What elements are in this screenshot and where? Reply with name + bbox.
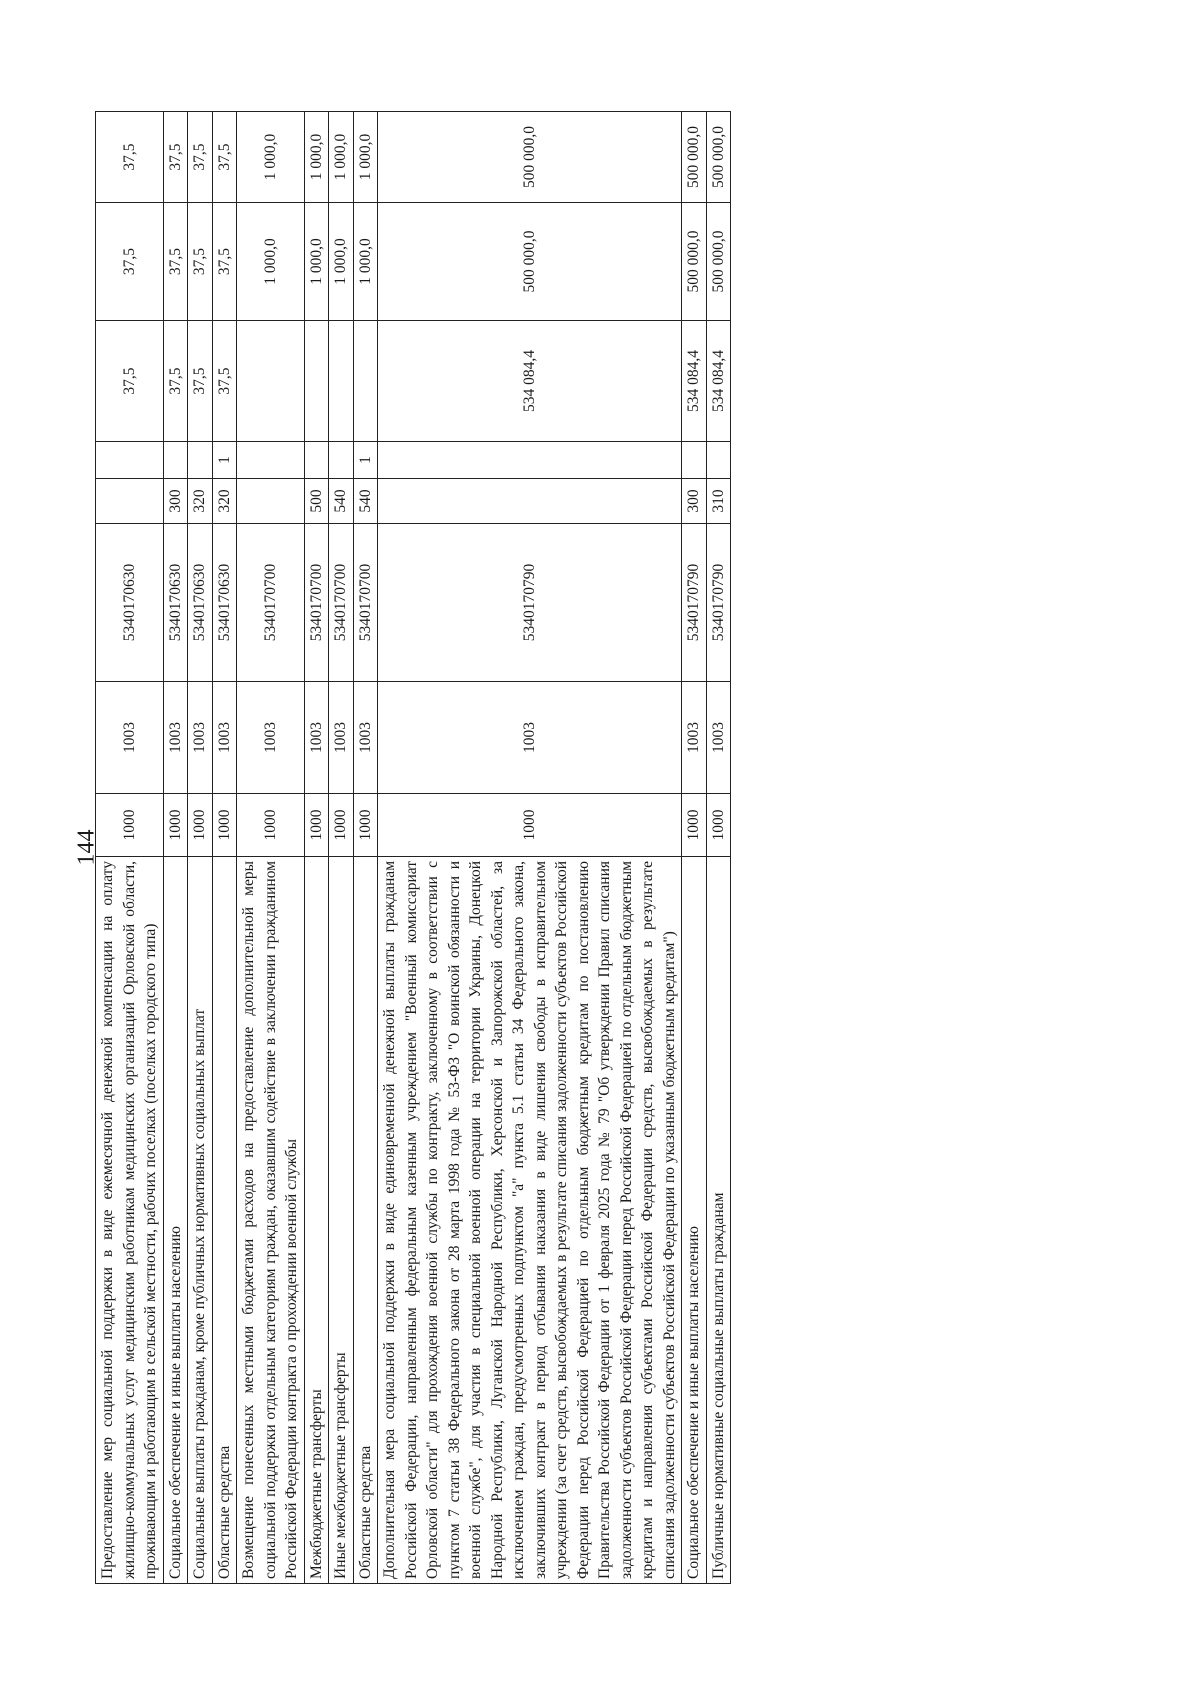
amount-year-1-cell: 37,5 bbox=[96, 321, 164, 442]
expense-type-cell: 320 bbox=[212, 479, 237, 524]
amount-year-2-cell: 500 000,0 bbox=[706, 203, 731, 321]
table-row bbox=[304, 112, 329, 1584]
subsection-code-cell: 1003 bbox=[212, 682, 237, 794]
target-article-cell: 5340170700 bbox=[329, 524, 354, 682]
expense-name-cell: Иные межбюджетные трансферты bbox=[329, 857, 354, 1584]
target-article-cell: 5340170630 bbox=[212, 524, 237, 682]
funding-source-cell: 1 bbox=[212, 442, 237, 479]
target-article-cell: 5340170700 bbox=[353, 524, 378, 682]
subsection-code-cell: 1003 bbox=[706, 682, 731, 794]
amount-year-3-cell: 37,5 bbox=[188, 112, 213, 203]
subsection-code-cell: 1003 bbox=[237, 682, 305, 794]
subsection-code-cell: 1003 bbox=[353, 682, 378, 794]
expense-type-cell: 500 bbox=[304, 479, 329, 524]
section-code-cell: 1000 bbox=[682, 794, 707, 857]
subsection-code-cell: 1003 bbox=[329, 682, 354, 794]
expense-name-cell: Социальные выплаты гражданам, кроме публичных нормативных социальных выплат bbox=[188, 857, 213, 1584]
amount-year-3-cell: 37,5 bbox=[163, 112, 188, 203]
funding-source-cell bbox=[682, 442, 707, 479]
amount-year-1-cell: 37,5 bbox=[163, 321, 188, 442]
amount-year-1-cell: 534 084,4 bbox=[706, 321, 731, 442]
expense-name-cell: Областные средства bbox=[212, 857, 237, 1584]
expense-name-cell: Социальное обеспечение и иные выплаты населению bbox=[163, 857, 188, 1584]
amount-year-1-cell: 37,5 bbox=[188, 321, 213, 442]
target-article-cell: 5340170700 bbox=[237, 524, 305, 682]
amount-year-2-cell: 37,5 bbox=[188, 203, 213, 321]
table-row bbox=[706, 112, 731, 1584]
amount-year-1-cell: 534 084,4 bbox=[378, 321, 682, 442]
expense-name-cell: Возмещение понесенных местными бюджетами расходов на предоставление дополнительной меры социальной поддержки отдельным категориям граждан, оказавшим содействие в заключении гражданином Российской Федерации контракта о прохождении военной службы bbox=[237, 857, 305, 1584]
table-row bbox=[682, 112, 707, 1584]
target-article-cell: 5340170630 bbox=[96, 524, 164, 682]
table-row bbox=[188, 112, 213, 1584]
amount-year-3-cell: 1 000,0 bbox=[353, 112, 378, 203]
expense-type-cell bbox=[96, 479, 164, 524]
expense-type-cell: 300 bbox=[682, 479, 707, 524]
section-code-cell: 1000 bbox=[96, 794, 164, 857]
section-code-cell: 1000 bbox=[706, 794, 731, 857]
expense-name-cell: Областные средства bbox=[353, 857, 378, 1584]
table-row bbox=[212, 112, 237, 1584]
amount-year-1-cell bbox=[304, 321, 329, 442]
amount-year-3-cell: 1 000,0 bbox=[237, 112, 305, 203]
expense-type-cell: 310 bbox=[706, 479, 731, 524]
subsection-code-cell: 1003 bbox=[188, 682, 213, 794]
amount-year-2-cell: 37,5 bbox=[163, 203, 188, 321]
rotated-page-content bbox=[95, 112, 1069, 1584]
expense-type-cell: 540 bbox=[329, 479, 354, 524]
amount-year-1-cell bbox=[237, 321, 305, 442]
expense-type-cell bbox=[378, 479, 682, 524]
funding-source-cell bbox=[304, 442, 329, 479]
subsection-code-cell: 1003 bbox=[163, 682, 188, 794]
amount-year-3-cell: 1 000,0 bbox=[304, 112, 329, 203]
table-row bbox=[378, 112, 682, 1584]
expense-type-cell bbox=[237, 479, 305, 524]
funding-source-cell bbox=[163, 442, 188, 479]
target-article-cell: 5340170700 bbox=[304, 524, 329, 682]
expense-name-cell: Межбюджетные трансферты bbox=[304, 857, 329, 1584]
expense-type-cell: 300 bbox=[163, 479, 188, 524]
table-row bbox=[96, 112, 164, 1584]
expense-name-cell: Дополнительная мера социальной поддержки в виде единовременной денежной выплаты гражданам Российской Федерации, направленным федеральным казенным учреждением "Военный комиссариат Орловской области" для прохождения военной службы по контракту, заключенному в соответствии с пунктом 7 статьи 38 Федерального закона от 28 марта 1998 года № 53-ФЗ "О воинской обязанности и военной службе", для участия в специальной военной операции на территории Украины, Донецкой Народной Республики, Луганской Народной Республики, Херсонской и Запорожской областей, за исключением граждан, предусмотренных подпунктом "а" пункта 5.1 статьи 34 Федерального закона, заключивших контракт в период отбывания наказания в виде лишения свободы в исправительном учреждении (за счет средств, высвобождаемых в результате списания задолженности субъектов Российской Федерации перед Российской Федерацией по отдельным бюджетным кредитам по постановлению Правительства Российской Федерации от 1 февраля 2025 года № 79 "Об утверждении Правил списания задолженности субъектов Российской Федерации перед Российской Федерацией по отдельным бюджетным кредитам и направления субъектами Российской Федерации средств, высвобождаемых в результате списания задолженности субъектов Российской Федерации по указанным бюджетным кредитам") bbox=[378, 857, 682, 1584]
funding-source-cell bbox=[706, 442, 731, 479]
table-row bbox=[163, 112, 188, 1584]
table-row bbox=[329, 112, 354, 1584]
subsection-code-cell: 1003 bbox=[682, 682, 707, 794]
amount-year-2-cell: 500 000,0 bbox=[378, 203, 682, 321]
amount-year-2-cell: 500 000,0 bbox=[682, 203, 707, 321]
section-code-cell: 1000 bbox=[329, 794, 354, 857]
table-body bbox=[96, 112, 731, 1584]
target-article-cell: 5340170790 bbox=[706, 524, 731, 682]
page-number: 144 bbox=[73, 829, 100, 866]
amount-year-1-cell: 534 084,4 bbox=[682, 321, 707, 442]
amount-year-3-cell: 1 000,0 bbox=[329, 112, 354, 203]
amount-year-3-cell: 37,5 bbox=[212, 112, 237, 203]
funding-source-cell bbox=[378, 442, 682, 479]
table-row bbox=[237, 112, 305, 1584]
budget-table bbox=[95, 111, 731, 1584]
amount-year-2-cell: 1 000,0 bbox=[329, 203, 354, 321]
amount-year-2-cell: 1 000,0 bbox=[237, 203, 305, 321]
expense-name-cell: Предоставление мер социальной поддержки в виде ежемесячной денежной компенсации на оплату жилищно-коммунальных услуг медицинским работникам медицинских организаций Орловской области, проживающим и работающим в сельской местности, рабочих поселках (поселках городского типа) bbox=[96, 857, 164, 1584]
funding-source-cell bbox=[96, 442, 164, 479]
target-article-cell: 5340170630 bbox=[188, 524, 213, 682]
section-code-cell: 1000 bbox=[237, 794, 305, 857]
amount-year-2-cell: 37,5 bbox=[96, 203, 164, 321]
subsection-code-cell: 1003 bbox=[96, 682, 164, 794]
target-article-cell: 5340170630 bbox=[163, 524, 188, 682]
amount-year-3-cell: 500 000,0 bbox=[706, 112, 731, 203]
subsection-code-cell: 1003 bbox=[304, 682, 329, 794]
amount-year-1-cell: 37,5 bbox=[212, 321, 237, 442]
funding-source-cell bbox=[329, 442, 354, 479]
expense-type-cell: 320 bbox=[188, 479, 213, 524]
section-code-cell: 1000 bbox=[163, 794, 188, 857]
amount-year-2-cell: 37,5 bbox=[212, 203, 237, 321]
amount-year-2-cell: 1 000,0 bbox=[304, 203, 329, 321]
section-code-cell: 1000 bbox=[188, 794, 213, 857]
funding-source-cell: 1 bbox=[353, 442, 378, 479]
funding-source-cell bbox=[237, 442, 305, 479]
amount-year-3-cell: 37,5 bbox=[96, 112, 164, 203]
amount-year-3-cell: 500 000,0 bbox=[682, 112, 707, 203]
funding-source-cell bbox=[188, 442, 213, 479]
subsection-code-cell: 1003 bbox=[378, 682, 682, 794]
amount-year-1-cell bbox=[329, 321, 354, 442]
section-code-cell: 1000 bbox=[378, 794, 682, 857]
section-code-cell: 1000 bbox=[304, 794, 329, 857]
amount-year-1-cell bbox=[353, 321, 378, 442]
expense-type-cell: 540 bbox=[353, 479, 378, 524]
amount-year-2-cell: 1 000,0 bbox=[353, 203, 378, 321]
target-article-cell: 5340170790 bbox=[378, 524, 682, 682]
section-code-cell: 1000 bbox=[212, 794, 237, 857]
table-row bbox=[353, 112, 378, 1584]
amount-year-3-cell: 500 000,0 bbox=[378, 112, 682, 203]
expense-name-cell: Публичные нормативные социальные выплаты гражданам bbox=[706, 857, 731, 1584]
target-article-cell: 5340170790 bbox=[682, 524, 707, 682]
expense-name-cell: Социальное обеспечение и иные выплаты населению bbox=[682, 857, 707, 1584]
section-code-cell: 1000 bbox=[353, 794, 378, 857]
